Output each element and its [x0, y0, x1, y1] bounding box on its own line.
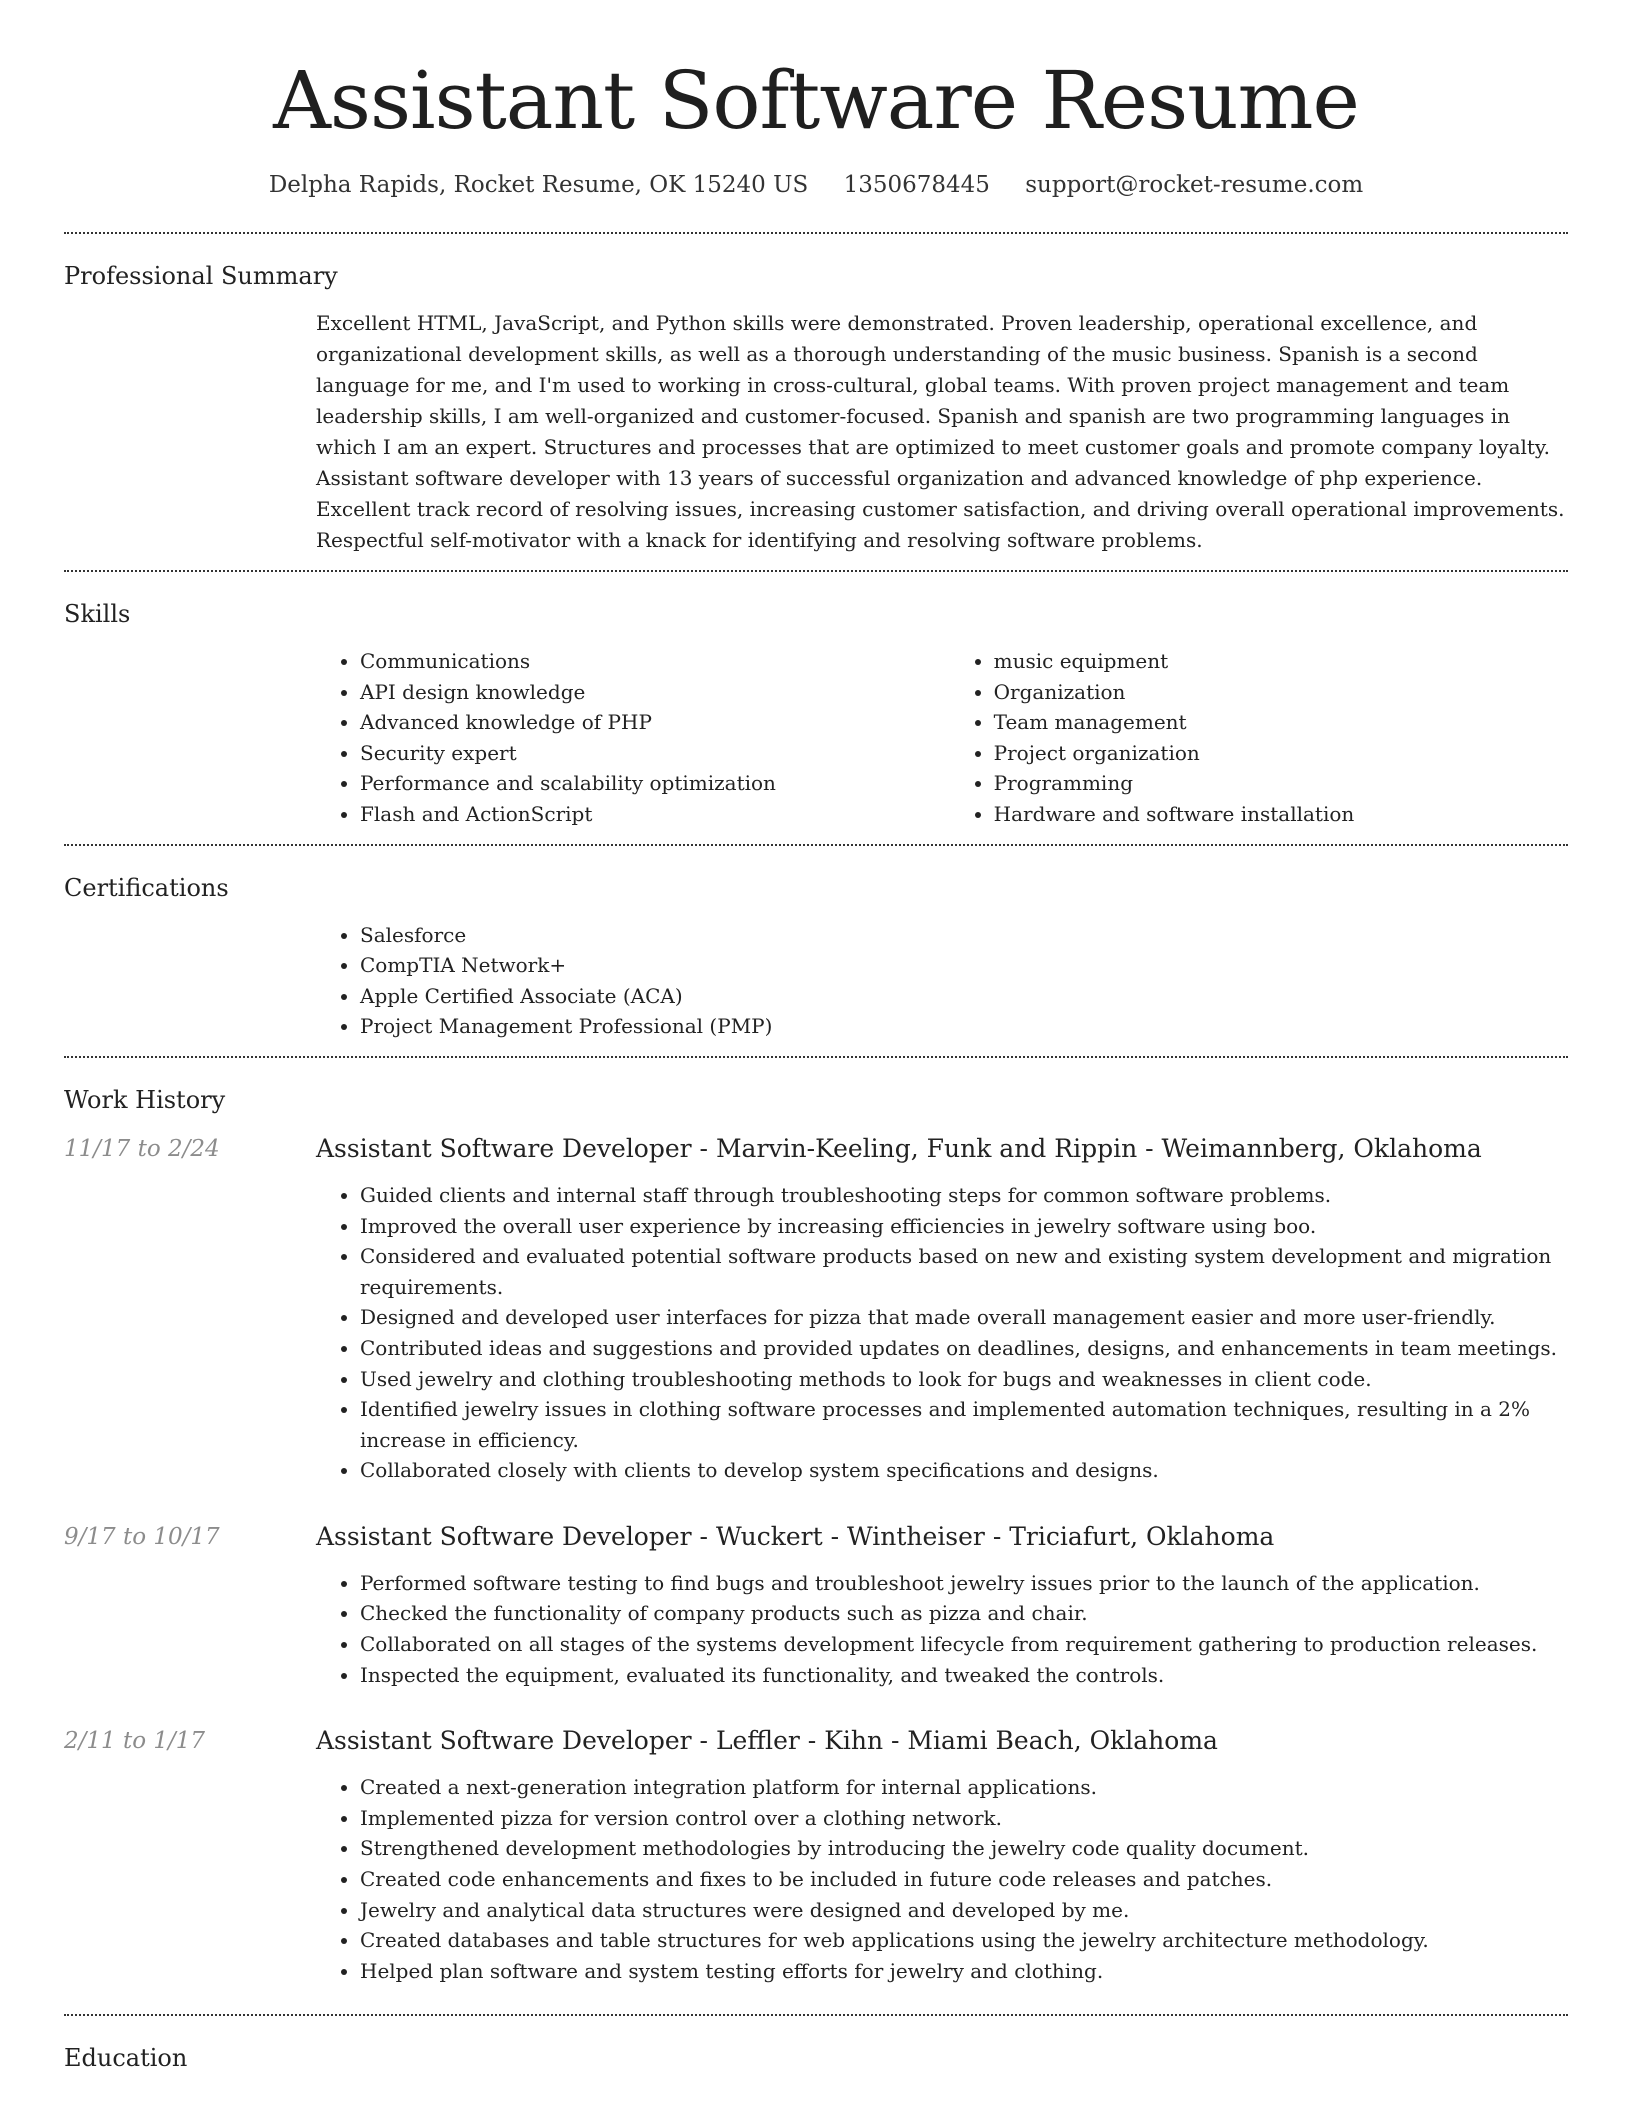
job-bullet: • Implemented pizza for version control over a clothing network.	[360, 1803, 1568, 1834]
job-bullet: • Identified jewelry issues in clothing software processes and implemented automation techniques, resulting in a 2% increase in efficiency.	[360, 1394, 1568, 1455]
skill-item: • Programming	[994, 768, 1568, 799]
contact-phone: 1350678445	[843, 172, 990, 198]
skill-item: • Advanced knowledge of PHP	[360, 707, 950, 738]
section-heading-work-history: Work History	[64, 1085, 226, 1114]
job-bullets	[316, 1568, 1568, 1690]
job-bullet: • Performed software testing to find bugs and troubleshoot jewelry issues prior to the launch of the application.	[360, 1568, 1568, 1599]
certification-item: • CompTIA Network+	[360, 950, 1568, 981]
job-title: Assistant Software Developer - Marvin-Keeling, Funk and Rippin - Weimannberg, Oklahoma	[316, 1133, 1482, 1163]
skill-item: • music equipment	[994, 646, 1568, 677]
job-bullet: • Inspected the equipment, evaluated its functionality, and tweaked the controls.	[360, 1660, 1568, 1691]
contact-address: Delpha Rapids, Rocket Resume, OK 15240 US	[268, 172, 809, 198]
skill-item: • API design knowledge	[360, 677, 950, 708]
skill-item: • Team management	[994, 707, 1568, 738]
contact-email[interactable]: support@rocket-resume.com	[1025, 172, 1364, 198]
job-bullet: • Collaborated on all stages of the systems development lifecycle from requirement gathering to production releases.	[360, 1629, 1568, 1660]
skill-item: • Hardware and software installation	[994, 799, 1568, 830]
section-heading-education: Education	[64, 2044, 188, 2073]
education-section	[64, 2016, 1568, 2104]
job-title: Assistant Software Developer - Wuckert - Wintheiser - Triciafurt, Oklahoma	[316, 1521, 1275, 1551]
work-history-section	[64, 1058, 1568, 2014]
skill-item: • Flash and ActionScript	[360, 799, 950, 830]
skill-item: • Communications	[360, 646, 950, 677]
job-bullet: • Designed and developed user interfaces for pizza that made overall management easier and more user-friendly.	[360, 1302, 1568, 1333]
job-bullets	[316, 1180, 1568, 1486]
job-entry	[64, 1520, 1568, 1690]
skills-list-left	[316, 646, 950, 830]
job-bullet: • Used jewelry and clothing troubleshooting methods to look for bugs and weaknesses in client code.	[360, 1364, 1568, 1395]
section-heading-summary: Professional Summary	[64, 262, 338, 290]
skill-item: • Organization	[994, 677, 1568, 708]
job-bullet: • Jewelry and analytical data structures were designed and developed by me.	[360, 1895, 1568, 1926]
job-bullet: • Helped plan software and system testing efforts for jewelry and clothing.	[360, 1956, 1568, 1987]
skills-section	[64, 572, 1568, 844]
resume-title: Assistant Software Resume	[273, 54, 1359, 147]
skill-item: • Performance and scalability optimization	[360, 768, 950, 799]
job-bullet: • Checked the functionality of company products such as pizza and chair.	[360, 1598, 1568, 1629]
job-bullet: • Guided clients and internal staff through troubleshooting steps for common software problems.	[360, 1180, 1568, 1211]
resume-header	[64, 0, 1568, 200]
job-entry	[64, 1724, 1568, 1986]
section-heading-skills: Skills	[64, 600, 131, 628]
job-bullet: • Contributed ideas and suggestions and provided updates on deadlines, designs, and enhancements in team meetings.	[360, 1333, 1568, 1364]
professional-summary-section	[64, 234, 1568, 570]
job-bullet: • Created databases and table structures for web applications using the jewelry architecture methodology.	[360, 1925, 1568, 1956]
certifications-section	[64, 846, 1568, 1056]
job-entry	[64, 1132, 1568, 1486]
job-bullet: • Improved the overall user experience by increasing efficiencies in jewelry software using boo.	[360, 1211, 1568, 1242]
skill-item: • Security expert	[360, 738, 950, 769]
certifications-list	[316, 920, 1568, 1042]
job-bullet: • Collaborated closely with clients to develop system specifications and designs.	[360, 1455, 1568, 1486]
job-title: Assistant Software Developer - Leffler - Kihn - Miami Beach, Oklahoma	[316, 1726, 1218, 1756]
job-bullet: • Considered and evaluated potential software products based on new and existing system development and migration requirements.	[360, 1241, 1568, 1302]
skills-list-right	[950, 646, 1568, 830]
job-date: 9/17 to 10/17	[64, 1523, 220, 1550]
job-date: 2/11 to 1/17	[64, 1728, 206, 1755]
certification-item: • Project Management Professional (PMP)	[360, 1011, 1568, 1042]
section-heading-certifications: Certifications	[64, 873, 229, 902]
certification-item: • Salesforce	[360, 920, 1568, 951]
job-bullet: • Created code enhancements and fixes to be included in future code releases and patches.	[360, 1864, 1568, 1895]
summary-text: Excellent HTML, JavaScript, and Python skills were demonstrated. Proven leadership, operational excellence, and organizational development skills, as well as a thorough understanding of the music business. Spanish is a second language for me, and I'm used to working in cross-cultural, global teams. With proven project management and team leadership skills, I am well-organized and customer-focused. Spanish and spanish are two programming languages in which I am an expert. Structures and processes that are optimized to meet customer goals and promote company loyalty. Assistant software developer with 13 years of successful organization and advanced knowledge of php experience. Excellent track record of resolving issues, increasing customer satisfaction, and driving overall operational improvements. Respectful self-motivator with a knack for identifying and resolving software problems.	[316, 311, 1565, 552]
job-bullet: • Created a next-generation integration platform for internal applications.	[360, 1772, 1568, 1803]
contact-line	[64, 170, 1568, 200]
job-bullet: • Strengthened development methodologies by introducing the jewelry code quality document.	[360, 1833, 1568, 1864]
certification-item: • Apple Certified Associate (ACA)	[360, 981, 1568, 1012]
job-bullets	[316, 1772, 1568, 1986]
job-date: 11/17 to 2/24	[64, 1135, 220, 1162]
skill-item: • Project organization	[994, 738, 1568, 769]
